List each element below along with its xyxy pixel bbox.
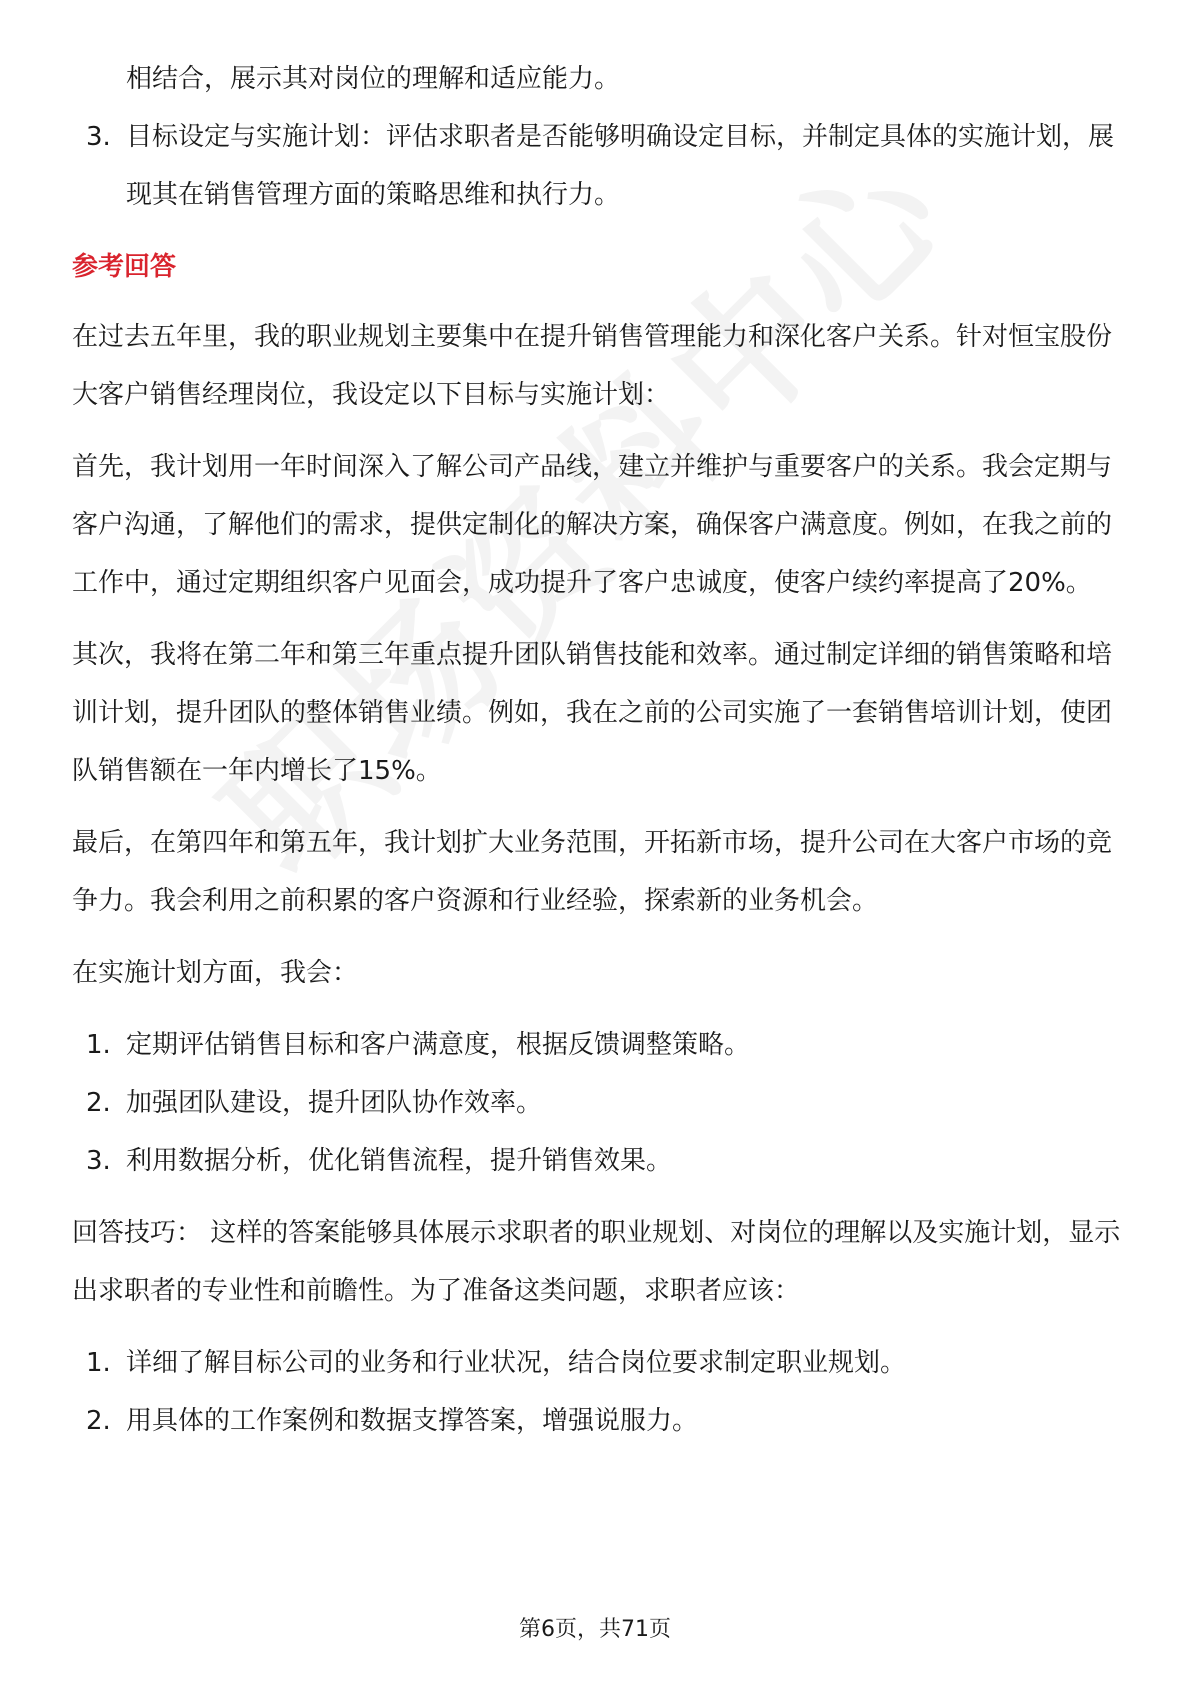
intro-list <box>72 108 1122 224</box>
tips-list <box>72 1334 1122 1450</box>
list-item <box>72 108 1122 224</box>
list-item <box>72 1016 1122 1074</box>
answer-paragraph-1: 在过去五年里，我的职业规划主要集中在提升销售管理能力和深化客户关系。针对恒宝股份大客户销售经理岗位，我设定以下目标与实施计划： <box>72 322 1113 410</box>
list-item <box>72 1334 1122 1392</box>
continued-line: 相结合，展示其对岗位的理解和适应能力。 <box>126 64 621 94</box>
list-number: 3. <box>86 1146 111 1176</box>
list-number: 2. <box>86 1088 111 1118</box>
list-text: 详细了解目标公司的业务和行业状况，结合岗位要求制定职业规划。 <box>126 1348 907 1378</box>
tips-paragraph: 回答技巧： 这样的答案能够具体展示求职者的职业规划、对岗位的理解以及实施计划，显示出求职者的专业性和前瞻性。为了准备这类问题，求职者应该： <box>72 1218 1121 1306</box>
answer-paragraph-4: 最后，在第四年和第五年，我计划扩大业务范围，开拓新市场，提升公司在大客户市场的竞争力。我会利用之前积累的客户资源和行业经验，探索新的业务机会。 <box>72 828 1113 916</box>
answer-paragraph-2: 首先，我计划用一年时间深入了解公司产品线，建立并维护与重要客户的关系。我会定期与客户沟通，了解他们的需求，提供定制化的解决方案，确保客户满意度。例如，在我之前的工作中，通过定期组织客户见面会，成功提升了客户忠诚度，使客户续约率提高了20%。 <box>72 452 1113 598</box>
list-text: 目标设定与实施计划：评估求职者是否能够明确设定目标，并制定具体的实施计划，展现其在销售管理方面的策略思维和执行力。 <box>126 122 1115 210</box>
list-number: 1. <box>86 1348 111 1378</box>
answer-paragraph-5: 在实施计划方面，我会： <box>72 958 359 988</box>
list-text: 利用数据分析，优化销售流程，提升销售效果。 <box>126 1146 673 1176</box>
list-item <box>72 1392 1122 1450</box>
list-number: 1. <box>86 1030 111 1060</box>
list-text: 用具体的工作案例和数据支撑答案，增强说服力。 <box>126 1406 699 1436</box>
list-item <box>72 1074 1122 1132</box>
page-footer: 第6页，共71页 <box>519 1617 671 1642</box>
document-content <box>72 50 1122 1464</box>
list-item <box>72 1132 1122 1190</box>
plan-list <box>72 1016 1122 1190</box>
answer-paragraph-3: 其次，我将在第二年和第三年重点提升团队销售技能和效率。通过制定详细的销售策略和培训计划，提升团队的整体销售业绩。例如，我在之前的公司实施了一套销售培训计划，使团队销售额在一年内增长了15%。 <box>72 640 1113 786</box>
section-heading: 参考回答 <box>72 252 177 282</box>
list-text: 加强团队建设，提升团队协作效率。 <box>126 1088 543 1118</box>
list-text: 定期评估销售目标和客户满意度，根据反馈调整策略。 <box>126 1030 751 1060</box>
list-number: 3. <box>86 122 111 152</box>
list-number: 2. <box>86 1406 111 1436</box>
